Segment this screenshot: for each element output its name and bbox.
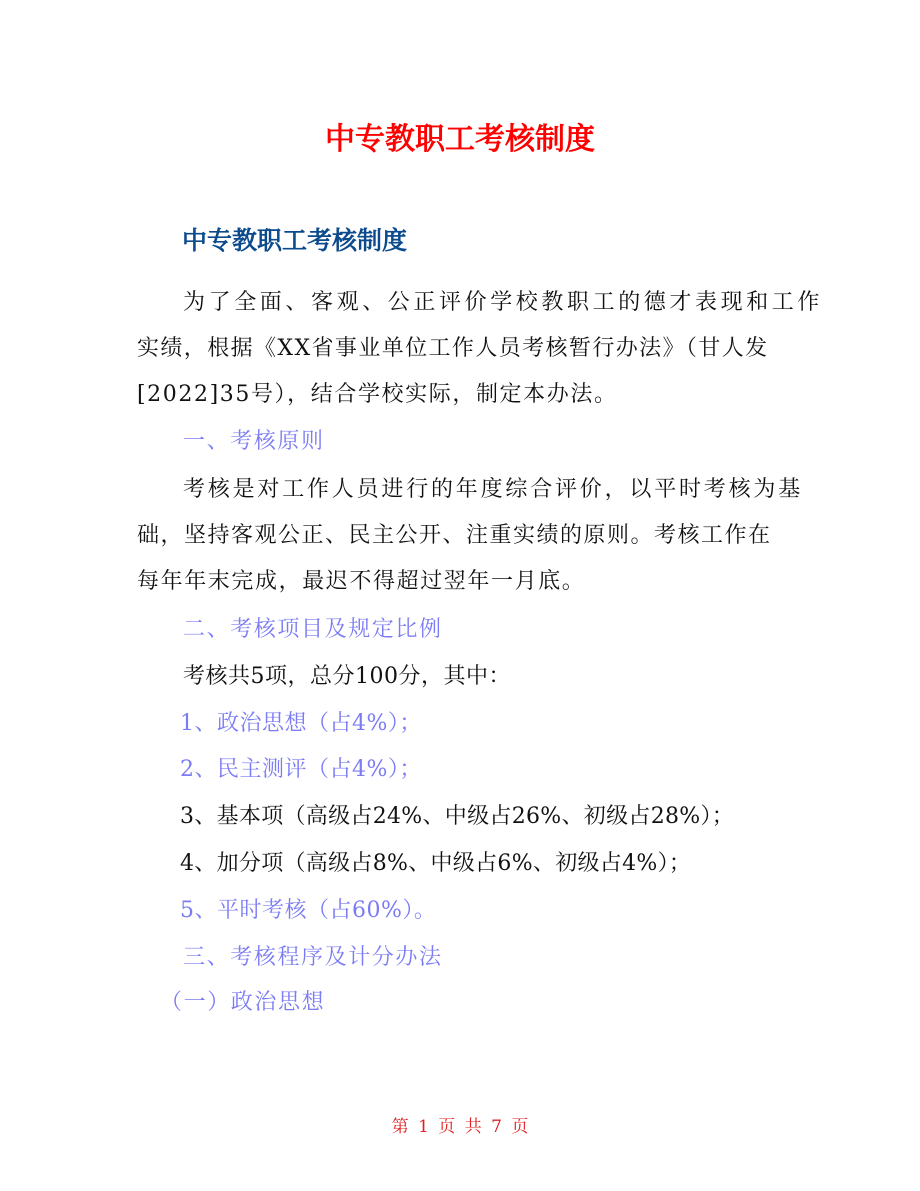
body-line: 础，坚持客观公正、民主公开、注重实绩的原则。考核工作在 [137, 523, 772, 548]
body-line: 每年年末完成，最迟不得超过翌年一月底。 [137, 569, 586, 594]
document-subtitle: 中专教职工考核制度 [182, 226, 408, 255]
section-heading: 一、考核原则 [183, 429, 325, 454]
document-title: 中专教职工考核制度 [325, 122, 595, 157]
list-item: 4、加分项（高级占8%、中级占6%、初级占4%）； [180, 851, 692, 876]
list-item: 3、基本项（高级占24%、中级占26%、初级占28%）； [180, 804, 735, 829]
intro-line: [2022]35号），结合学校实际，制定本办法。 [137, 382, 618, 407]
page-footer: 第 1 页 共 7 页 [391, 1117, 529, 1137]
intro-line: 实绩，根据《XX省事业单位工作人员考核暂行办法》（甘人发 [137, 336, 769, 361]
body-line: 考核是对工作人员进行的年度综合评价，以平时考核为基 [183, 477, 804, 502]
list-item: 1、政治思想（占4%）； [180, 711, 422, 736]
intro-line: 为了全面、客观、公正评价学校教职工的德才表现和工作 [183, 290, 824, 315]
list-item: 5、平时考核（占60%）。 [180, 898, 437, 923]
body-line: 考核共5项，总分100分，其中： [183, 664, 511, 689]
sub-heading: （一）政治思想 [160, 990, 326, 1015]
list-item: 2、民主测评（占4%）； [180, 757, 422, 782]
section-heading: 三、考核程序及计分办法 [183, 945, 443, 970]
section-heading: 二、考核项目及规定比例 [183, 617, 443, 642]
